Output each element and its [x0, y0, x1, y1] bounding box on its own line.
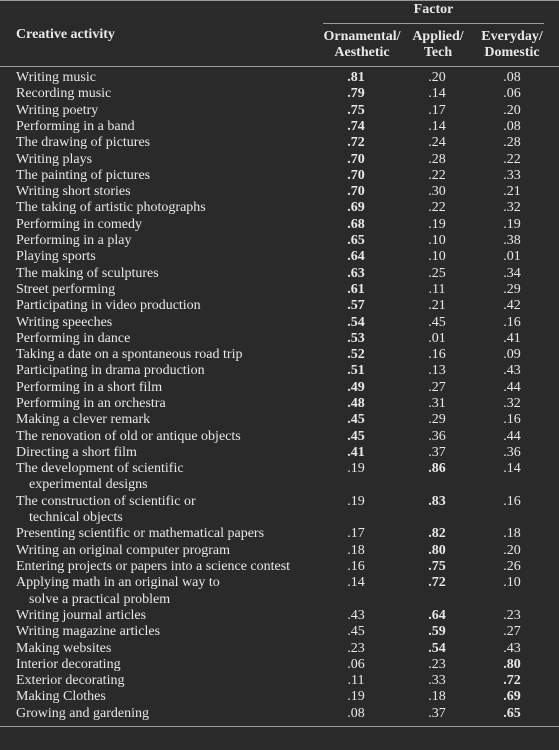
- loading-value: .17: [347, 526, 365, 542]
- activity-name: [16, 233, 316, 249]
- loading-value: .53: [347, 330, 365, 346]
- factor-label: Factor: [413, 2, 454, 17]
- loading-value: .06: [347, 656, 365, 672]
- activity-name-line: Making a clever remark: [16, 412, 151, 428]
- activity-name-line: The making of sculptures: [16, 265, 159, 281]
- loading-value: .43: [347, 607, 365, 623]
- loading-value: .52: [347, 347, 365, 363]
- activity-name: [16, 200, 316, 216]
- activity-name: [16, 543, 316, 559]
- col1-line2: Aesthetic: [334, 45, 390, 60]
- activity-name: [16, 363, 316, 379]
- activity-name-line: Street performing: [16, 281, 116, 297]
- loading-value: .75: [428, 559, 446, 574]
- activity-name: [16, 559, 316, 575]
- activity-name-line: Writing speeches: [16, 314, 113, 330]
- loading-value: .26: [503, 559, 521, 574]
- loading-value: .44: [503, 428, 521, 444]
- loading-value: .72: [503, 673, 521, 689]
- loading-value: .43: [503, 640, 521, 656]
- loading-value: .38: [503, 233, 521, 248]
- loading-value: .19: [347, 689, 365, 705]
- loading-value: .80: [503, 656, 521, 672]
- loading-value: .10: [503, 575, 521, 591]
- loading-value: .18: [347, 542, 365, 558]
- activity-name: [16, 184, 316, 200]
- loading-value: .08: [347, 705, 365, 721]
- activity-name: [16, 380, 316, 396]
- activity-name: [16, 429, 316, 445]
- loading-value: .79: [347, 86, 365, 102]
- activity-name-line: Performing in a play: [16, 233, 132, 248]
- loading-value: .29: [428, 412, 446, 428]
- loading-value: .01: [428, 330, 446, 346]
- loading-value: .86: [428, 461, 446, 477]
- activity-name: [16, 168, 316, 184]
- loading-value: .41: [503, 330, 521, 346]
- activity-name: [16, 347, 316, 363]
- activity-name-line: The renovation of old or antique objects: [16, 428, 241, 444]
- loading-value: .30: [428, 184, 446, 200]
- loading-value: .65: [347, 233, 365, 248]
- bottom-rule: [0, 726, 559, 727]
- col1-line1: Ornamental/: [323, 29, 401, 44]
- activity-name-line: Writing short stories: [16, 184, 131, 200]
- ornamental-aesthetic-header: [318, 29, 406, 61]
- loading-value: .17: [428, 102, 446, 118]
- activity-name-line: Recording music: [16, 86, 112, 102]
- factor-header: [323, 2, 544, 18]
- loading-value: .10: [428, 233, 446, 248]
- loading-value: .44: [503, 379, 521, 395]
- loading-value: .23: [503, 607, 521, 623]
- loading-value: .42: [503, 298, 521, 314]
- activity-name: [16, 135, 316, 151]
- activity-name-line: Entering projects or papers into a science contest: [16, 559, 291, 574]
- factor-underline: [323, 23, 544, 24]
- activity-name-line: Participating in video production: [16, 298, 201, 314]
- loading-value: .36: [428, 428, 446, 444]
- loading-value: .41: [347, 444, 365, 460]
- loading-value: .45: [347, 624, 365, 640]
- loading-value: .32: [503, 200, 521, 216]
- activity-name-line: Exterior decorating: [16, 673, 125, 689]
- loading-value: .19: [347, 461, 365, 477]
- activity-name: [16, 331, 316, 347]
- loading-value: .36: [503, 444, 521, 460]
- loading-value: .59: [428, 624, 446, 640]
- activity-name-line: Directing a short film: [16, 444, 137, 460]
- activity-column-header: Creative activity: [16, 27, 115, 42]
- loading-value: .20: [428, 70, 446, 85]
- activity-name: [16, 673, 316, 689]
- loading-value: .27: [503, 624, 521, 640]
- activity-name-line: The development of scientific: [16, 461, 184, 477]
- loading-value: .16: [428, 347, 446, 363]
- activity-name: [16, 315, 316, 331]
- loading-value: .11: [347, 673, 365, 689]
- loading-value: .82: [428, 526, 446, 542]
- loading-value: .06: [503, 86, 521, 102]
- activity-name: [16, 494, 316, 527]
- everyday-domestic-header: [474, 29, 550, 61]
- loading-value: .14: [428, 118, 446, 134]
- loading-value: .21: [428, 298, 446, 314]
- loading-value: .18: [428, 689, 446, 705]
- loading-value: .70: [347, 184, 365, 200]
- loading-value: .61: [347, 281, 365, 297]
- activity-name: [16, 103, 316, 119]
- loading-value: .51: [347, 363, 365, 379]
- loading-value: .54: [347, 314, 365, 330]
- loading-value: .01: [503, 249, 521, 265]
- activity-name-line: The drawing of pictures: [16, 135, 151, 151]
- loading-value: .28: [503, 135, 521, 151]
- loading-value: .25: [428, 265, 446, 281]
- loading-value: .11: [428, 281, 446, 297]
- loading-value: .20: [503, 102, 521, 118]
- loading-value: .08: [503, 70, 521, 85]
- activity-name-line: Writing poetry: [16, 102, 99, 118]
- activity-name-line: experimental designs: [29, 477, 148, 493]
- activity-name: [16, 706, 316, 722]
- activity-name: [16, 282, 316, 298]
- activity-name-line: Growing and gardening: [16, 705, 149, 721]
- col2-line1: Applied/: [412, 29, 464, 44]
- loading-value: .72: [428, 575, 446, 591]
- activity-name-line: Writing magazine articles: [16, 624, 161, 640]
- loading-value: .70: [347, 151, 365, 167]
- loading-value: .16: [503, 412, 521, 428]
- activity-name: [16, 624, 316, 640]
- loading-value: .23: [428, 656, 446, 672]
- loading-value: .65: [503, 705, 521, 721]
- header-rule: [0, 66, 559, 67]
- loading-value: .22: [503, 151, 521, 167]
- loading-value: .14: [428, 86, 446, 102]
- loading-value: .19: [503, 216, 521, 232]
- activity-name: [16, 86, 316, 102]
- loading-value: .19: [428, 216, 446, 232]
- loading-value: .21: [503, 184, 521, 200]
- top-rule: [0, 0, 559, 1]
- loading-value: .45: [428, 314, 446, 330]
- loading-value: .37: [428, 705, 446, 721]
- activity-name: [16, 152, 316, 168]
- loading-value: .37: [428, 444, 446, 460]
- activity-name-line: Performing in dance: [16, 330, 131, 346]
- loading-value: .64: [347, 249, 365, 265]
- activity-name-line: Writing music: [16, 70, 96, 85]
- loading-value: .64: [428, 607, 446, 623]
- activity-name-line: The painting of pictures: [16, 167, 151, 183]
- activity-name: [16, 657, 316, 673]
- loading-value: .57: [347, 298, 365, 314]
- loading-value: .28: [428, 151, 446, 167]
- loading-value: .08: [503, 118, 521, 134]
- col3-line1: Everyday/: [481, 29, 543, 44]
- activity-name-line: solve a practical problem: [29, 591, 171, 607]
- applied-tech-header: [407, 29, 469, 61]
- activity-name: [16, 461, 316, 494]
- loading-value: .09: [503, 347, 521, 363]
- col2-line2: Tech: [423, 45, 453, 60]
- activity-name: [16, 445, 316, 461]
- activity-name: [16, 396, 316, 412]
- activity-name-line: Performing in comedy: [16, 216, 142, 232]
- loading-value: .22: [428, 167, 446, 183]
- loading-value: .14: [347, 575, 365, 591]
- activity-name: [16, 608, 316, 624]
- loading-value: .75: [347, 102, 365, 118]
- col3-line2: Domestic: [484, 45, 540, 60]
- activity-name: [16, 266, 316, 282]
- activity-name: [16, 526, 316, 542]
- loading-value: .69: [347, 200, 365, 216]
- loading-value: .10: [428, 249, 446, 265]
- activity-name-line: Writing plays: [16, 151, 93, 167]
- loading-value: .24: [428, 135, 446, 151]
- activity-name-line: Writing journal articles: [16, 607, 147, 623]
- loading-value: .72: [347, 135, 365, 151]
- activity-name: [16, 249, 316, 265]
- activity-name: [16, 689, 316, 705]
- loading-value: .29: [503, 281, 521, 297]
- loading-value: .63: [347, 265, 365, 281]
- loading-value: .20: [503, 542, 521, 558]
- loading-value: .23: [347, 640, 365, 656]
- loading-value: .43: [503, 363, 521, 379]
- activity-name: [16, 575, 316, 608]
- activity-name-line: The taking of artistic photographs: [16, 200, 206, 216]
- activity-name: [16, 641, 316, 657]
- activity-name-line: Interior decorating: [16, 656, 121, 672]
- loading-value: .45: [347, 412, 365, 428]
- activity-name-line: technical objects: [29, 510, 123, 526]
- activity-name-line: Performing in a short film: [16, 379, 163, 395]
- loading-value: .32: [503, 396, 521, 411]
- loading-value: .74: [347, 118, 365, 134]
- loading-value: .48: [347, 396, 365, 411]
- activity-name-line: Performing in a band: [16, 118, 135, 134]
- activity-name-line: Participating in drama production: [16, 363, 205, 379]
- loading-value: .80: [428, 542, 446, 558]
- activity-name: [16, 217, 316, 233]
- loading-value: .22: [428, 200, 446, 216]
- activity-name-line: Presenting scientific or mathematical papers: [16, 526, 265, 542]
- loading-value: .70: [347, 167, 365, 183]
- activity-name-line: Playing sports: [16, 249, 96, 265]
- loading-value: .18: [503, 526, 521, 542]
- activity-name-line: Making websites: [16, 640, 112, 656]
- loading-value: .16: [503, 493, 521, 509]
- loading-value: .34: [503, 265, 521, 281]
- loading-value: .31: [428, 396, 446, 411]
- loading-value: .83: [428, 493, 446, 509]
- loading-value: .45: [347, 428, 365, 444]
- loading-value: .19: [347, 493, 365, 509]
- loading-value: .27: [428, 379, 446, 395]
- loading-value: .69: [503, 689, 521, 705]
- activity-name-line: Writing an original computer program: [16, 542, 231, 558]
- activity-name: [16, 298, 316, 314]
- activity-name-line: Making Clothes: [16, 689, 106, 705]
- loading-value: .33: [503, 167, 521, 183]
- loading-value: .49: [347, 379, 365, 395]
- activity-name-line: Taking a date on a spontaneous road trip: [16, 347, 243, 363]
- loading-value: .33: [428, 673, 446, 689]
- activity-name: [16, 70, 316, 86]
- loading-value: .16: [347, 559, 365, 574]
- activity-name-line: Performing in an orchestra: [16, 396, 166, 411]
- loading-value: .14: [503, 461, 521, 477]
- loading-value: .81: [347, 70, 365, 85]
- loading-value: .13: [428, 363, 446, 379]
- loading-value: .54: [428, 640, 446, 656]
- activity-name: [16, 119, 316, 135]
- activity-name-line: The construction of scientific or: [16, 493, 196, 509]
- loading-value: .16: [503, 314, 521, 330]
- activity-name-line: Applying math in an original way to: [16, 575, 220, 591]
- loading-value: .68: [347, 216, 365, 232]
- activity-name: [16, 412, 316, 428]
